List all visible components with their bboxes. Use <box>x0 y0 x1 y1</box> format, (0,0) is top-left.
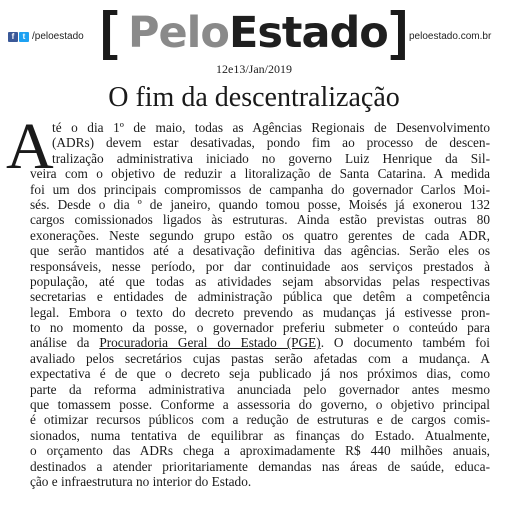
issue-date: 12e13/Jan/2019 <box>216 62 292 76</box>
logo-estado: Estado <box>228 8 388 58</box>
article-line: legal. Embora o texto do decreto prevendo as mudanças já estivesse pron- <box>30 304 490 320</box>
article-line: destinados a atender prioritariamente demandas nas áreas de saúde, educa- <box>30 458 490 474</box>
article-line: o orçamento das ADRs chega a aproximadamente R$ 440 milhões anuais, <box>30 443 490 459</box>
article-line: (ADRs) devem estar desativadas, pondo fim ao processo de descen- <box>52 135 490 151</box>
article-line: que tomassem posse. Conforme a assessoria do governo, o objetivo principal <box>30 397 490 413</box>
social-handle: /peloestado <box>32 31 84 42</box>
article-line: sés. Desde o dia º de janeiro, quando tomou posse, Moisés já exonerou 132 <box>30 196 490 212</box>
social-link[interactable] <box>8 31 84 42</box>
article-line: expectativa é de que o decreto seja publicado já nos próximos dias, como <box>30 366 490 382</box>
pge-link[interactable]: Procuradoria Geral do Estado (PGE) <box>99 335 321 351</box>
article-line: sionados, numa tentativa de equilibrar as finanças do Estado. Atualmente, <box>30 427 490 443</box>
headline: O fim da descentralização <box>108 82 400 113</box>
article-line: secretarias e entidades de administração pública que detêm a competência <box>30 289 490 305</box>
article-line: veira com o objetivo de reduzir a litoralização de Santa Catarina. A medida <box>30 166 490 182</box>
logo[interactable] <box>128 8 388 58</box>
masthead <box>0 0 508 62</box>
article-line: ção e infraestrutura no interior do Estado. <box>30 473 252 489</box>
article-line: análise da Procuradoria Geral do Estado (PGE). O documento também foi <box>30 335 490 351</box>
article-line: foi um dos principais compromissos de campanha do governador Carlos Moi- <box>30 181 490 197</box>
article-line: té o dia 1º de maio, todas as Agências Regionais de Desenvolvimento <box>52 120 490 135</box>
article-line: é otimizar recursos públicos com a redução de estruturas e de cargos comis- <box>30 412 490 428</box>
article-line: responsáveis, nesse período, por dar continuidade aos serviços prestados à <box>30 258 490 274</box>
article-line: que serão mantidos até a desativação definitiva das agências. Serão eles os <box>30 243 490 259</box>
article-lines <box>30 120 490 489</box>
dropcap: A <box>6 110 54 183</box>
logo-bracket-left: [ <box>100 1 118 61</box>
article-body <box>6 110 490 489</box>
logo-pelo: Pelo <box>128 8 229 58</box>
article-line: avaliado pelos secretários cujas pastas serão afetadas com a mudança. A <box>30 350 490 366</box>
article-line: tralização administrativa iniciado no governo Luiz Henrique da Sil- <box>52 150 490 166</box>
article-line: exonerações. Neste segundo grupo estão os quatro gerentes de cada ADR, <box>30 227 490 243</box>
article-line: to no momento da posse, o governador preferiu submeter o conteúdo para <box>30 320 490 336</box>
site-url[interactable]: peloestado.com.br <box>409 31 492 42</box>
facebook-icon: f <box>8 32 18 42</box>
article-line: cargos comissionados ligados às estruturas. Ainda estão previstas outras 80 <box>30 212 490 228</box>
twitter-icon: t <box>19 32 29 42</box>
logo-bracket-right: ] <box>390 1 408 61</box>
article-line: população, até que todas as atividades sejam absorvidas pelas respectivas <box>30 273 490 289</box>
article-line: parte da reforma administrativa anunciada pelo governador antes mesmo <box>30 381 490 397</box>
